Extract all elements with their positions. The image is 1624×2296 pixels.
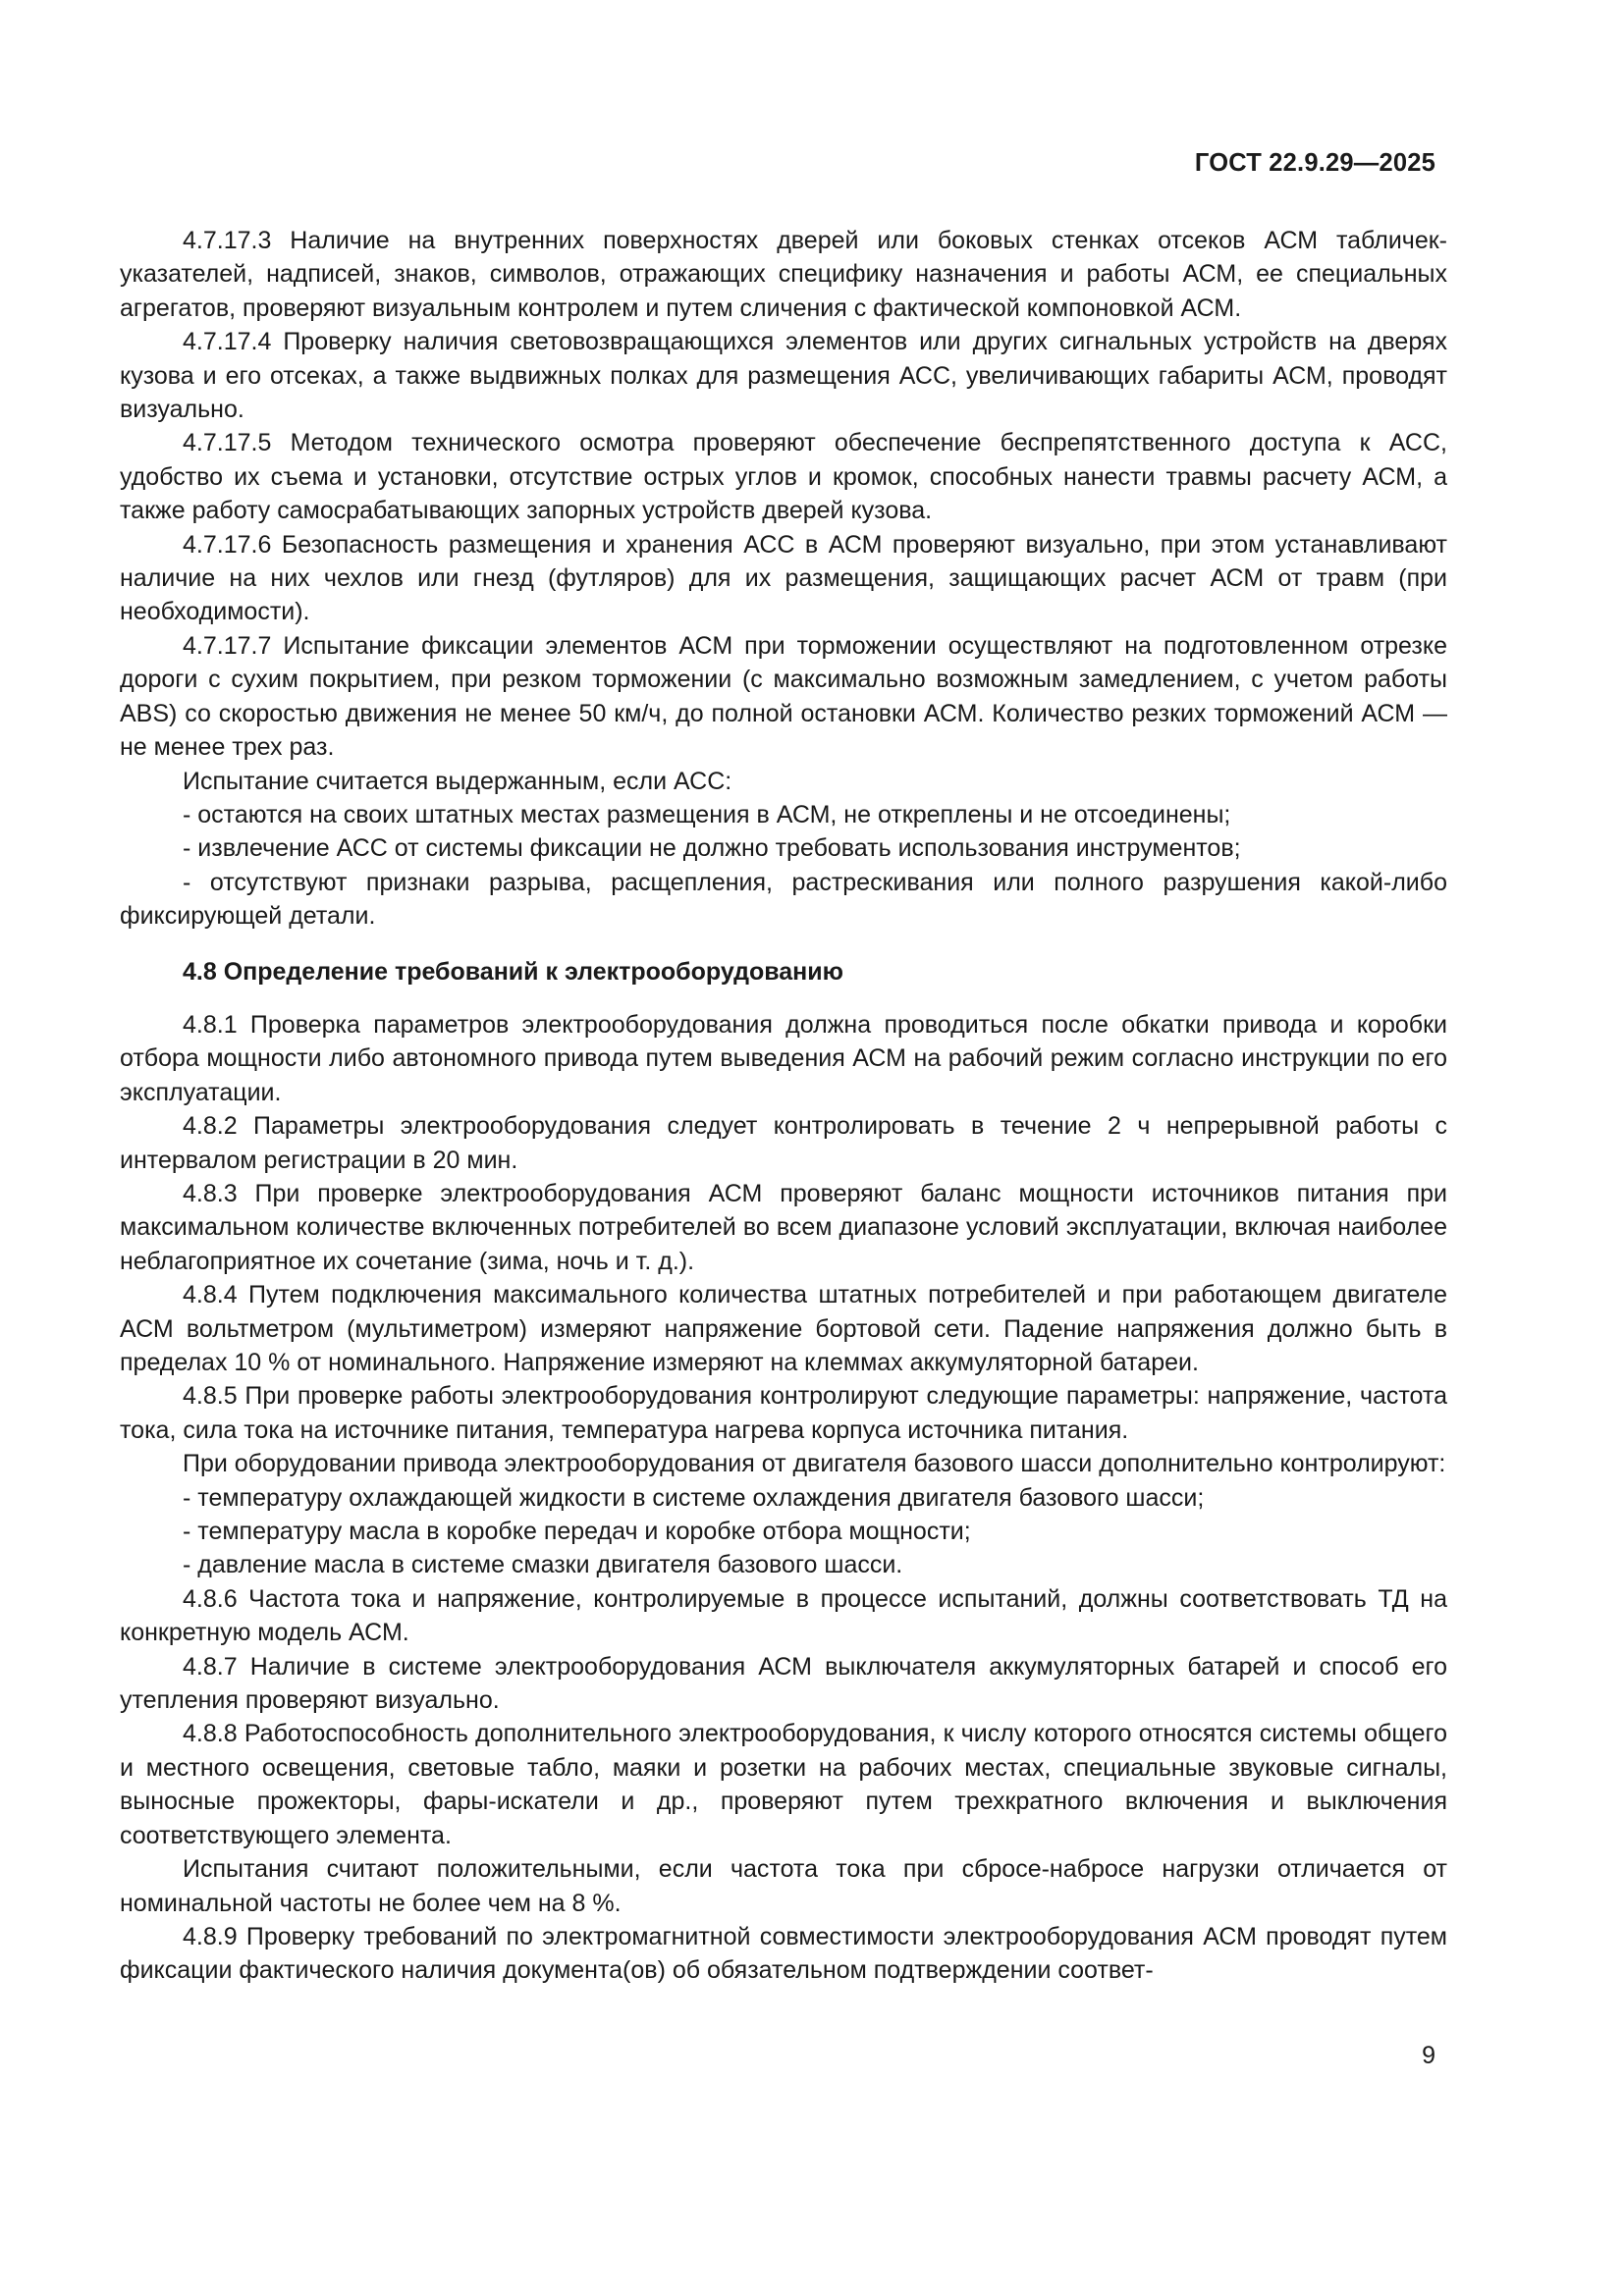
paragraph: Испытание считается выдержанным, если АСС: bbox=[183, 767, 732, 795]
list-item: - отсутствуют признаки разрыва, расщепления, растрескивания или полного разрушения какой-либо фиксирующей детали. bbox=[120, 868, 1447, 931]
paragraph: 4.8.9 Проверку требований по электромагнитной совместимости электрооборудования АСМ проводят путем фиксации фактического наличия документа(ов) об обязательном подтверждении соответ- bbox=[120, 1922, 1447, 1985]
paragraph: Испытания считают положительными, если частота тока при сбросе-набросе нагрузки отличается от номинальной частоты не более чем на 8 %. bbox=[120, 1855, 1447, 1917]
section-4-7-17-text bbox=[120, 224, 1447, 934]
paragraph: При оборудовании привода электрооборудования от двигателя базового шасси дополнительно контролируют: bbox=[183, 1450, 1446, 1478]
paragraph: 4.8.7 Наличие в системе электрооборудования АСМ выключателя аккумуляторных батарей и способ его утепления проверяют визуально. bbox=[120, 1652, 1447, 1715]
section-4-8-text bbox=[120, 1008, 1447, 1988]
paragraph: 4.7.17.4 Проверку наличия световозвращающихся элементов или других сигнальных устройств на дверях кузова и его отсеках, а также выдвижных полках для размещения АСС, увеличивающих габариты АСМ, проводят визуально. bbox=[120, 328, 1447, 424]
paragraph: 4.8.2 Параметры электрооборудования следует контролировать в течение 2 ч непрерывной работы с интервалом регистрации в 20 мин. bbox=[120, 1112, 1447, 1174]
paragraph: 4.8.6 Частота тока и напряжение, контролируемые в процессе испытаний, должны соответствовать ТД на конкретную модель АСМ. bbox=[120, 1584, 1447, 1647]
section-heading: 4.8 Определение требований к электрооборудованию bbox=[183, 957, 843, 986]
document-code-header: ГОСТ 22.9.29—2025 bbox=[1194, 149, 1435, 177]
paragraph: 4.8.3 При проверке электрооборудования АСМ проверяют баланс мощности источников питания при максимальном количестве включенных потребителей во всем диапазоне условий эксплуатации, включая наиболее неблагоприятное их сочетание (зима, ночь и т. д.). bbox=[120, 1179, 1447, 1275]
paragraph: 4.7.17.6 Безопасность размещения и хранения АСС в АСМ проверяют визуально, при этом устанавливают наличие на них чехлов или гнезд (футляров) для их размещения, защищающих расчет АСМ от травм (при необходимости). bbox=[120, 530, 1447, 626]
paragraph: 4.7.17.3 Наличие на внутренних поверхностях дверей или боковых стенках отсеков АСМ табличек-указателей, надписей, знаков, символов, отражающих специфику назначения и работы АСМ, ее специальных агрегатов, проверяют визуальным контролем и путем сличения с фактической компоновкой АСМ. bbox=[120, 227, 1447, 322]
list-item: - температуру масла в коробке передач и коробке отбора мощности; bbox=[183, 1518, 971, 1546]
paragraph: 4.8.4 Путем подключения максимального количества штатных потребителей и при работающем двигателе АСМ вольтметром (мультиметром) измеряют напряжение бортовой сети. Падение напряжения должно быть в пределах 10 % от номинального. Напряжение измеряют на клеммах аккумуляторной батареи. bbox=[120, 1281, 1447, 1376]
paragraph: 4.8.1 Проверка параметров электрооборудования должна проводиться после обкатки привода и коробки отбора мощности либо автономного привода путем выведения АСМ на рабочий режим согласно инструкции по его эксплуатации. bbox=[120, 1010, 1447, 1106]
page-body bbox=[120, 224, 1447, 1988]
page-number: 9 bbox=[1422, 2042, 1435, 2069]
paragraph: 4.8.8 Работоспособность дополнительного электрооборудования, к числу которого относятся системы общего и местного освещения, световые табло, маяки и розетки на рабочих местах, специальные звуковые сигналы, выносные прожекторы, фары-искатели и др., проверяют путем трехкратного включения и выключения соответствующего элемента. bbox=[120, 1720, 1447, 1849]
list-item: - остаются на своих штатных местах размещения в АСМ, не откреплены и не отсоединены; bbox=[183, 800, 1231, 828]
paragraph: 4.8.5 При проверке работы электрооборудования контролируют следующие параметры: напряжение, частота тока, сила тока на источнике питания, температура нагрева корпуса источника питания. bbox=[120, 1382, 1447, 1444]
paragraph: 4.7.17.5 Методом технического осмотра проверяют обеспечение беспрепятственного доступа к АСС, удобство их съема и установки, отсутствие острых углов и кромок, способных нанести травмы расчету АСМ, а также работу самосрабатывающих запорных устройств дверей кузова. bbox=[120, 429, 1447, 525]
list-item: - извлечение АСС от системы фиксации не должно требовать использования инструментов; bbox=[183, 834, 1241, 863]
list-item: - температуру охлаждающей жидкости в системе охлаждения двигателя базового шасси; bbox=[183, 1483, 1205, 1512]
list-item: - давление масла в системе смазки двигателя базового шасси. bbox=[183, 1551, 903, 1579]
paragraph: 4.7.17.7 Испытание фиксации элементов АСМ при торможении осуществляют на подготовленном отрезке дороги с сухим покрытием, при резком торможении (с максимально возможным замедлением, с учетом работы ABS) со скоростью движения не менее 50 км/ч, до полной остановки АСМ. Количество резких торможений АСМ — не менее трех раз. bbox=[120, 631, 1447, 762]
